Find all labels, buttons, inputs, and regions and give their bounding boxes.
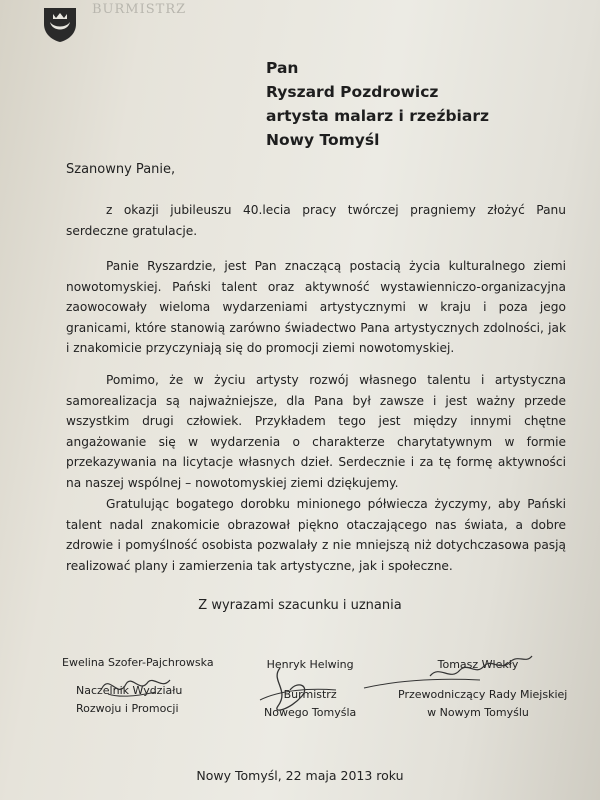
paragraph-2: Panie Ryszardzie, jest Pan znaczącą postacią życia kulturalnego ziemi nowotomyskiej. Pański talent oraz aktywność wystawienniczo-organizacyjna zaowocowały wieloma wydarzeniami artystycznymi w kraju i poza jego granicami, które stanowią zarówno świadectwo Pana artystycznych zdolności, jak i znakomicie przyczyniają się do promocji ziemi nowotomyskiej. bbox=[66, 259, 566, 355]
signatory-name: Tomasz Wlekły bbox=[437, 658, 519, 671]
handwritten-signature-left bbox=[96, 670, 176, 702]
signatory-title: w Nowym Tomyślu bbox=[427, 706, 529, 719]
signatory-title: Przewodniczący Rady Miejskiej bbox=[398, 688, 568, 701]
paragraph-3: Pomimo, że w życiu artysty rozwój własnego talentu i artystyczna samorealizacja są najważniejsze, dla Pana był zawsze i jest ważny przede wszystkim drugi człowiek. Przykładem tego jest między innymi chętne angażowanie się w wydarzenia o charakterze charytatywnym w formie przekazywania na licytacje własnych dzieł. Serdecznie i za tę formę aktywności na naszej wspólnej – nowotomyskiej ziemi dziękujemy. bbox=[66, 373, 566, 490]
recipient-title: Pan bbox=[266, 59, 299, 77]
town-crest-icon bbox=[40, 4, 80, 44]
handwritten-signature-right bbox=[360, 646, 540, 696]
paragraph-4: Gratulując bogatego dorobku minionego półwiecza życzymy, aby Pański talent nadal znakomicie obrazował piękno otaczającego nas świata, a dobre zdrowie i pomyślność osobista pozwalały z nie mniejszą niż dotychczasowa pasją realizować plany i zamierzenia tak artystyczne, jak i społeczne. bbox=[66, 497, 566, 573]
paragraph-1: z okazji jubileuszu 40.lecia pracy twórczej pragniemy złożyć Panu serdeczne gratulacje. bbox=[66, 203, 566, 238]
recipient-profession: artysta malarz i rzeźbiarz bbox=[266, 107, 489, 125]
closing-phrase: Z wyrazami szacunku i uznania bbox=[198, 598, 402, 613]
signatory-title: Rozwoju i Promocji bbox=[76, 702, 179, 715]
signatory-title: Nowego Tomyśla bbox=[264, 706, 357, 719]
letterhead-text: BURMISTRZ bbox=[92, 2, 187, 17]
recipient-block bbox=[266, 56, 489, 152]
signatory-name: Henryk Helwing bbox=[266, 658, 354, 671]
recipient-city: Nowy Tomyśl bbox=[266, 131, 380, 149]
signatory-name: Ewelina Szofer-Pajchrowska bbox=[62, 656, 214, 669]
signatory-title: Naczelnik Wydziału bbox=[76, 684, 183, 697]
place-and-date: Nowy Tomyśl, 22 maja 2013 roku bbox=[196, 768, 404, 783]
handwritten-signature-center bbox=[250, 660, 340, 720]
recipient-name: Ryszard Pozdrowicz bbox=[266, 83, 439, 101]
signatory-title: Burmistrz bbox=[283, 688, 337, 701]
salutation: Szanowny Panie, bbox=[66, 162, 176, 177]
